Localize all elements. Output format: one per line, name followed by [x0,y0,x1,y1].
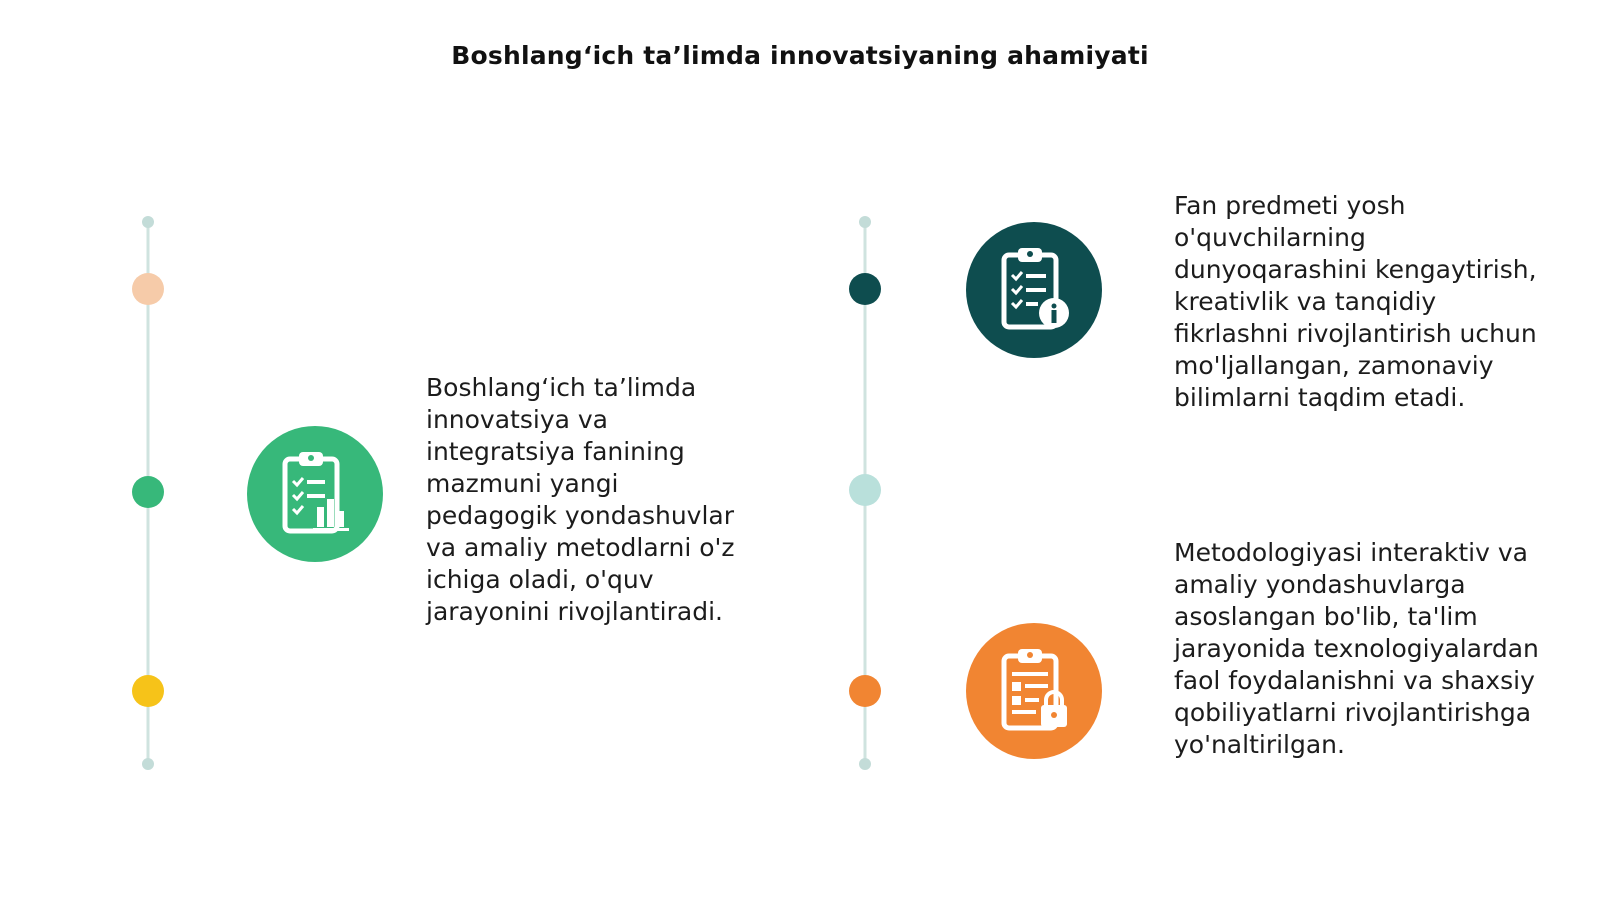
right-timeline-dot-light-teal [849,474,881,506]
clipboard-chart-glyph [277,449,353,539]
right-timeline-start-dot [859,216,871,228]
page-title: Boshlang‘ich ta’limda innovatsiyaning ahamiyati [451,41,1149,70]
left-timeline-dot-green [132,476,164,508]
item-description-subject: Fan predmeti yosh o'quvchilarning dunyoqarashini kengaytirish, kreativlik va tanqidiy fikrlashni rivojlantirish uchun mo'ljallangan, zamonaviy bilimlarni taqdim etadi. [1174,191,1537,412]
right-timeline-dot-teal [849,273,881,305]
item-description-innovation: Boshlang‘ich ta’limda innovatsiya va integratsiya fanining mazmuni yangi pedagogik yondashuvlar va amaliy metodlarni o'z ichiga oladi, o'quv jarayonini rivojlantiradi. [426,373,735,626]
right-timeline-dot-orange [849,675,881,707]
clipboard-lock-glyph [996,646,1072,736]
left-timeline-dot-peach [132,273,164,305]
clipboard-chart-icon [247,426,383,562]
item-description-methodology: Metodologiyasi interaktiv va amaliy yondashuvlarga asoslangan bo'lib, ta'lim jarayonida texnologiyalardan faol foydalanishni va shaxsiy qobiliyatlarni rivojlantirishga yo'naltirilgan. [1174,538,1539,759]
left-timeline-dot-yellow [132,675,164,707]
clipboard-lock-icon [966,623,1102,759]
left-timeline-start-dot [142,216,154,228]
clipboard-info-icon [966,222,1102,358]
right-timeline-end-dot [859,758,871,770]
clipboard-info-glyph [996,245,1072,335]
left-timeline-end-dot [142,758,154,770]
